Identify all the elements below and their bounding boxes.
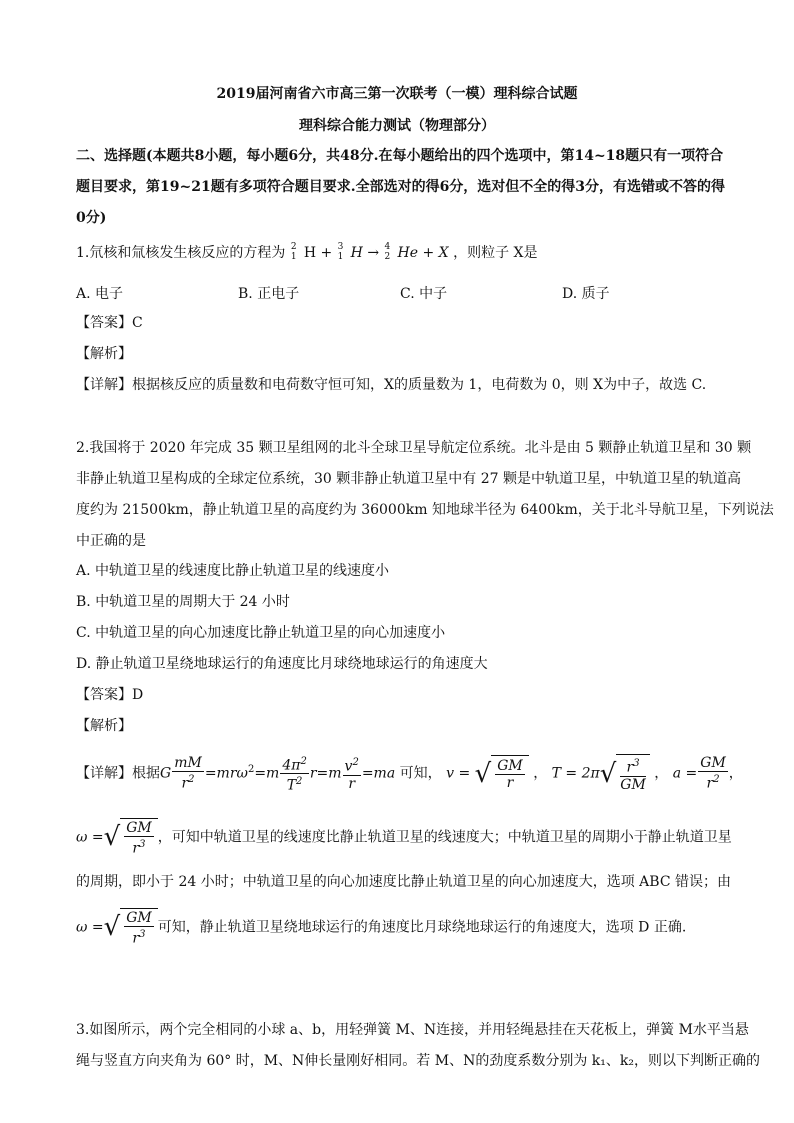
sqrt-GM-r: √ $\frac{GM}{r}$ [475, 755, 529, 793]
q1-answer: 【答案】C [76, 315, 143, 331]
sqrt-r3-GM: √ $\frac{r^3}{GM}$ [600, 754, 650, 793]
q2-detail-2: ，可知中轨道卫星的线速度比静止轨道卫星的线速度大；中轨道卫星的周期小于静止轨道卫星 [157, 829, 732, 846]
q2-option-d: D. 静止轨道卫星绕地球运行的角速度比月球绕地球运行的角速度大 [76, 656, 488, 672]
q2-omega-line-2: ω =√ $\frac{GM}{r^3}$ 可知，静止轨道卫星绕地球运行的角速度比月球绕地球运行的角速度大，选项 D 正确. [76, 910, 687, 947]
q1-stem-text: 1.氘核和氚核发生核反应的方程为 [76, 245, 286, 261]
reaction-arrow: → [367, 245, 380, 261]
q1-stem-end: ，则粒子 X是 [453, 245, 538, 261]
frac-GM-r2: $\frac{GM}{r^2}$ [700, 755, 726, 792]
q1-option-b: B. 正电子 [238, 286, 300, 302]
section-instructions-line-2: 题目要求，第19~21题有多项符合题目要求.全部选对的得6分，选对但不全的得3分，有选错或不答的得 [76, 179, 726, 195]
q2-detail-prefix: 【详解】根据 [76, 765, 160, 782]
q1-stem: 1.氘核和氚核发生核反应的方程为 2 1 H + 3 1 H → 4 2 He + X ，则粒子 X是 [76, 242, 538, 262]
nuclide-deuterium: 2 1 [290, 242, 297, 262]
q2-formula-line: 【详解】根据G $\frac{mM}{r^2}$ =mrω$^2$=m $\frac{4\pi^2}{T^2}$ r=m $\frac{v^2}{r}$ =ma 可知， v = √ $\frac{GM}{r}$ ， T = 2π√ $\frac{r^3}{GM}$ ， a = $\frac{GM}{r^2}$ ， [76, 755, 743, 794]
section-instructions-line-1: 二、选择题(本题共8小题，每小题6分，共48分.在每小题给出的四个选项中，第14~18题只有一项符合 [76, 148, 724, 164]
q1-option-d: D. 质子 [562, 286, 610, 302]
q2-omega-line: ω =√ $\frac{GM}{r^3}$ ，可知中轨道卫星的线速度比静止轨道卫星的线速度大；中轨道卫星的周期小于静止轨道卫星 [76, 820, 732, 857]
frac-mM-r2: $\frac{mM}{r^2}$ [174, 755, 202, 792]
q2-detail-3: 的周期，即小于 24 小时；中轨道卫星的向心加速度比静止轨道卫星的向心加速度大，选项 ABC 错误；由 [76, 874, 731, 890]
sqrt-GM-r3-second: √ $\frac{GM}{r^3}$ [104, 908, 158, 947]
nuclide-tritium: 3 1 [337, 242, 344, 262]
q3-stem-line-2: 绳与竖直方向夹角为 60° 时，M、N伸长量刚好相同。若 M、N的劲度系数分别为 k₁、k₂，则以下判断正确的 [76, 1053, 760, 1069]
q2-option-b: B. 中轨道卫星的周期大于 24 小时 [76, 594, 290, 610]
exam-subtitle: 理科综合能力测试（物理部分） [299, 118, 495, 134]
q1-option-c: C. 中子 [400, 286, 448, 302]
q2-detail-4: 可知，静止轨道卫星绕地球运行的角速度比月球绕地球运行的角速度大，选项 D 正确. [157, 919, 687, 936]
q3-stem-line-1: 3.如图所示，两个完全相同的小球 a、b，用轻弹簧 M、N连接，并用轻绳悬挂在天花板上，弹簧 M水平当悬 [76, 1022, 749, 1038]
q2-analysis-label: 【解析】 [76, 718, 132, 734]
q2-stem-line-2: 非静止轨道卫星构成的全球定位系统，30 颗非静止轨道卫星中有 27 颗是中轨道卫星，中轨道卫星的轨道高 [76, 471, 741, 487]
q1-analysis-label: 【解析】 [76, 346, 132, 362]
q2-stem-line-4: 中正确的是 [76, 533, 146, 549]
nuclide-helium: 4 2 [384, 242, 391, 262]
q1-detail: 【详解】根据核反应的质量数和电荷数守恒可知，X的质量数为 1，电荷数为 0，则 X为中子，故选 C. [76, 377, 707, 393]
q2-stem-line-3: 度约为 21500km，静止轨道卫星的高度约为 36000km 知地球半径为 6400km，关于北斗导航卫星，下列说法 [76, 502, 774, 518]
q1-option-a: A. 电子 [76, 286, 124, 302]
q2-stem-line-1: 2.我国将于 2020 年完成 35 颗卫星组网的北斗全球卫星导航定位系统。北斗是由 5 颗静止轨道卫星和 30 颗 [76, 440, 752, 456]
frac-v2-r: $\frac{v^2}{r}$ [344, 757, 359, 792]
q2-option-c: C. 中轨道卫星的向心加速度比静止轨道卫星的向心加速度小 [76, 625, 446, 641]
section-instructions-line-3: 0分) [76, 210, 107, 226]
exam-title: 2019届河南省六市高三第一次联考（一模）理科综合试题 [216, 86, 578, 102]
frac-4pi2-T2: $\frac{4\pi^2}{T^2}$ [282, 755, 307, 794]
q2-option-a: A. 中轨道卫星的线速度比静止轨道卫星的线速度小 [76, 563, 390, 579]
sqrt-GM-r3: √ $\frac{GM}{r^3}$ [104, 818, 158, 857]
q2-answer: 【答案】D [76, 687, 144, 703]
